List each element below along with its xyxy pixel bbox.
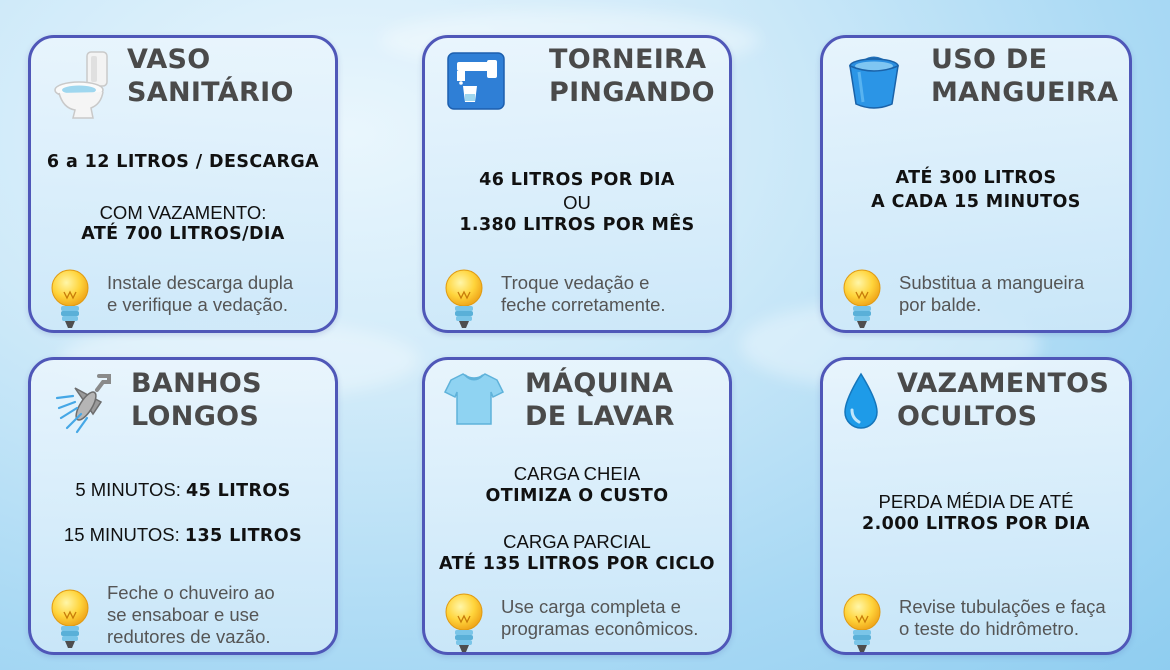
- fifteen-minutes-label: 15 MINUTOS:: [63, 524, 185, 545]
- card-title: TORNEIRA PINGANDO: [549, 44, 715, 108]
- card-uso-de-mangueira: [820, 35, 1132, 333]
- card-vazamentos-ocultos: [820, 357, 1132, 655]
- light-bulb-icon: [49, 588, 91, 650]
- average-loss-label: PERDA MÉDIA DE ATÉ: [878, 491, 1074, 512]
- tip-text: Feche o chuveiro ao se ensaboar e use redutores de vazão.: [107, 582, 275, 647]
- tip-text: Use carga completa e programas econômicos.: [501, 596, 699, 639]
- card-torneira-pingando: [422, 35, 732, 333]
- flush-volume: 6 a 12 LITROS / DESCARGA: [46, 152, 320, 172]
- hose-duration: A CADA 15 MINUTOS: [871, 192, 1081, 212]
- full-load-label: CARGA CHEIA: [513, 463, 641, 484]
- bucket-icon: [845, 50, 903, 120]
- card-title: VASO SANITÁRIO: [127, 44, 294, 108]
- tip: [49, 582, 349, 652]
- card-title: VAZAMENTOS OCULTOS: [897, 368, 1110, 432]
- shower-icon: [53, 372, 111, 442]
- or-label: OU: [563, 192, 591, 213]
- tip: [443, 592, 743, 656]
- tip: [443, 268, 743, 332]
- t-shirt-icon: [443, 370, 501, 440]
- potable-water-icon: [447, 52, 505, 122]
- tip: [841, 268, 1141, 332]
- hose-volume: ATÉ 300 LITROS: [895, 168, 1057, 188]
- fifteen-minutes-value: 135 LITROS: [184, 526, 303, 546]
- card-title: USO DE MANGUEIRA: [931, 44, 1119, 108]
- card-title: BANHOS LONGOS: [131, 368, 262, 432]
- five-minutes-value: 45 LITROS: [186, 481, 291, 501]
- partial-load-label: CARGA PARCIAL: [503, 531, 651, 552]
- light-bulb-icon: [49, 268, 91, 330]
- partial-load-value: ATÉ 135 LITROS POR CICLO: [439, 554, 715, 574]
- light-bulb-icon: [841, 268, 883, 330]
- droplet-icon: [841, 372, 899, 442]
- leak-label: COM VAZAMENTO:: [99, 202, 267, 223]
- card-maquina-de-lavar: [422, 357, 732, 655]
- card-vaso-sanitario: [28, 35, 338, 333]
- card-banhos-longos: [28, 357, 338, 655]
- tip-text: Instale descarga dupla e verifique a vedação.: [107, 272, 294, 315]
- fifteen-minutes-row: [31, 523, 335, 548]
- five-minutes-label: 5 MINUTOS:: [75, 479, 187, 500]
- five-minutes-row: [31, 478, 335, 503]
- average-loss-value: 2.000 LITROS POR DIA: [862, 514, 1090, 534]
- light-bulb-icon: [841, 592, 883, 654]
- light-bulb-icon: [443, 268, 485, 330]
- tip-text: Substitua a mangueira por balde.: [899, 272, 1085, 315]
- tip-text: Troque vedação e feche corretamente.: [501, 272, 666, 315]
- leak-volume: ATÉ 700 LITROS/DIA: [81, 224, 285, 244]
- toilet-icon: [53, 50, 111, 120]
- daily-volume: 46 LITROS POR DIA: [479, 170, 675, 190]
- light-bulb-icon: [443, 592, 485, 654]
- card-title: MÁQUINA DE LAVAR: [525, 368, 675, 432]
- tip-text: Revise tubulações e faça o teste do hidrômetro.: [899, 596, 1106, 639]
- full-load-value: OTIMIZA O CUSTO: [485, 486, 669, 506]
- tip: [841, 592, 1141, 656]
- tip: [49, 268, 349, 332]
- monthly-volume: 1.380 LITROS POR MÊS: [459, 215, 695, 235]
